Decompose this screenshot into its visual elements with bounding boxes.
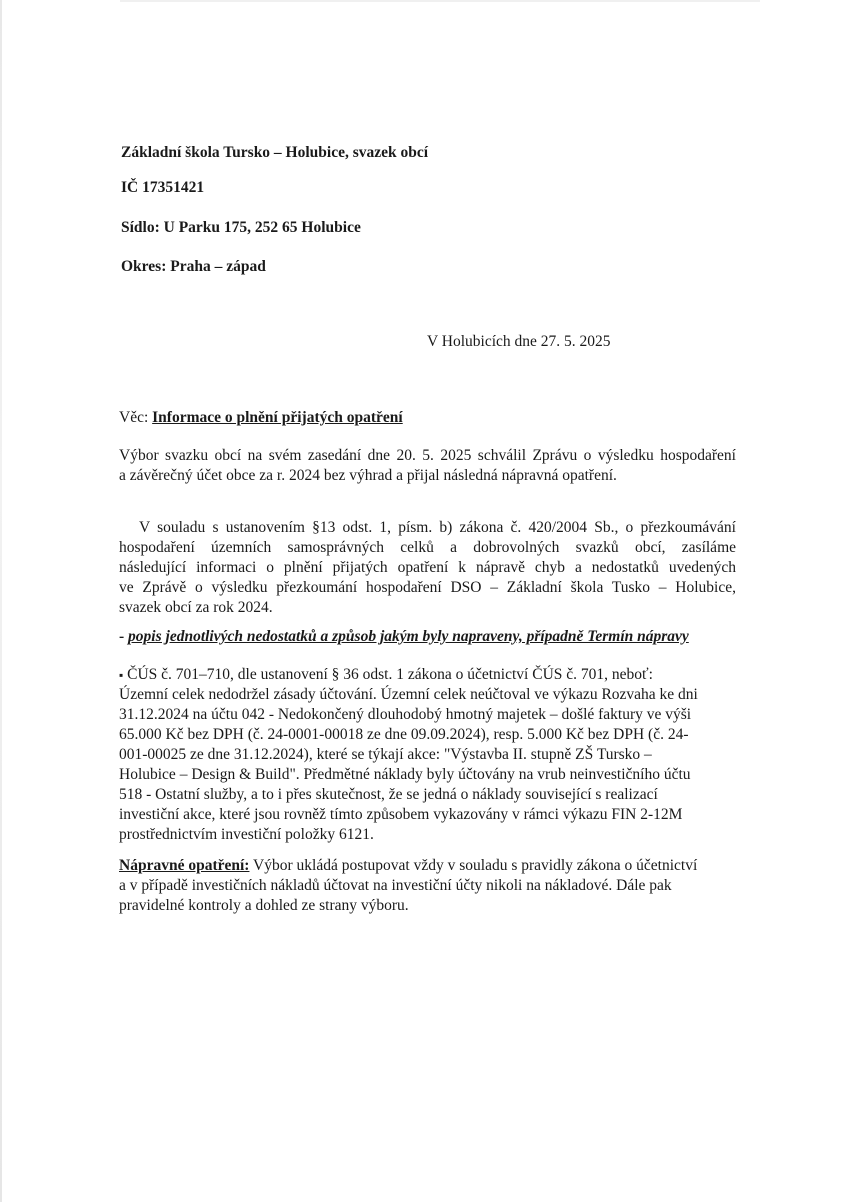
date-line: V Holubicích dne 27. 5. 2025 — [427, 333, 611, 350]
finding-line: Územní celek nedodržel zásady účtování. Územní celek neúčtoval ve výkazu Rozvaha ke dni — [119, 686, 698, 703]
subject-label: Věc: — [119, 409, 153, 426]
section-heading-text: popis jednotlivých nedostatků a způsob jakým byly napraveny, případně Termín nápravy — [128, 628, 689, 645]
legal-line: následující informaci o plnění přijatých opatření k nápravě chyb a nedostatků uvedených — [119, 559, 736, 576]
bullet-icon: ▪ — [119, 668, 124, 682]
finding-line: 518 - Ostatní služby, a to i přes skutečnost, že se jedná o náklady související s realizací — [119, 786, 658, 803]
remedy-line: a v případě investičních nákladů účtovat na investiční účty nikoli na nákladové. Dále pak — [119, 877, 672, 894]
legal-paragraph — [119, 518, 736, 618]
organization-district: Okres: Praha – západ — [121, 258, 266, 275]
scan-edge-top — [120, 0, 760, 2]
finding-line: 31.12.2024 na účtu 042 - Nedokončený dlouhodobý hmotný majetek – došlé faktury ve výši — [119, 706, 692, 723]
organization-id: IČ 17351421 — [121, 179, 205, 196]
legal-line: ve Zprávě o výsledku přezkoumání hospodaření DSO – Základní škola Tusko – Holubice, — [119, 579, 736, 596]
subject-title: Informace o plnění přijatých opatření — [152, 409, 403, 426]
organization-seat: Sídlo: U Parku 175, 252 65 Holubice — [121, 219, 361, 236]
finding-line-text: ČÚS č. 701–710, dle ustanovení § 36 odst. 1 zákona o účetnictví ČÚS č. 701, neboť: — [123, 666, 653, 683]
scan-edge-left — [0, 0, 2, 1202]
intro-line: a závěrečný účet obce za r. 2024 bez výhrad a přijal následná nápravná opatření. — [119, 467, 617, 484]
remedy-paragraph — [119, 856, 744, 916]
section-heading-prefix: - — [119, 628, 129, 645]
legal-line: svazek obcí za rok 2024. — [119, 599, 273, 616]
finding-line: investiční akce, které jsou rovněž tímto způsobem vykazovány v rámci výkazu FIN 2-12M — [119, 806, 683, 823]
remedy-line-text: Výbor ukládá postupovat vždy v souladu s pravidly zákona o účetnictví — [249, 857, 698, 874]
finding-line: 65.000 Kč bez DPH (č. 24-0001-00018 ze dne 09.09.2024), resp. 5.000 Kč bez DPH (č. 24- — [119, 726, 689, 743]
legal-line: V souladu s ustanovením §13 odst. 1, písm. b) zákona č. 420/2004 Sb., o přezkoumávání — [139, 519, 736, 536]
section-heading — [119, 627, 759, 647]
finding-paragraph — [119, 665, 744, 845]
finding-line: 001-00025 ze dne 31.12.2024), které se týkají akce: "Výstavba II. stupně ZŠ Tursko – — [119, 746, 652, 763]
remedy-line: pravidelné kontroly a dohled ze strany výboru. — [119, 897, 409, 914]
finding-line: prostřednictvím investiční položky 6121. — [119, 826, 374, 843]
intro-line: Výbor svazku obcí na svém zasedání dne 20. 5. 2025 schválil Zprávu o výsledku hospodaření — [119, 447, 736, 464]
remedy-line — [119, 856, 744, 876]
finding-line: Holubice – Design & Build". Předmětné náklady byly účtovány na vrub neinvestičního účtu — [119, 766, 691, 783]
legal-line: hospodaření územních samosprávných celků a dobrovolných svazků obcí, zasíláme — [119, 539, 736, 556]
remedy-label: Nápravné opatření: — [119, 857, 250, 874]
subject-line — [119, 408, 403, 428]
organization-name: Základní škola Tursko – Holubice, svazek obcí — [121, 144, 429, 161]
finding-line — [119, 665, 744, 685]
intro-paragraph — [119, 446, 736, 486]
